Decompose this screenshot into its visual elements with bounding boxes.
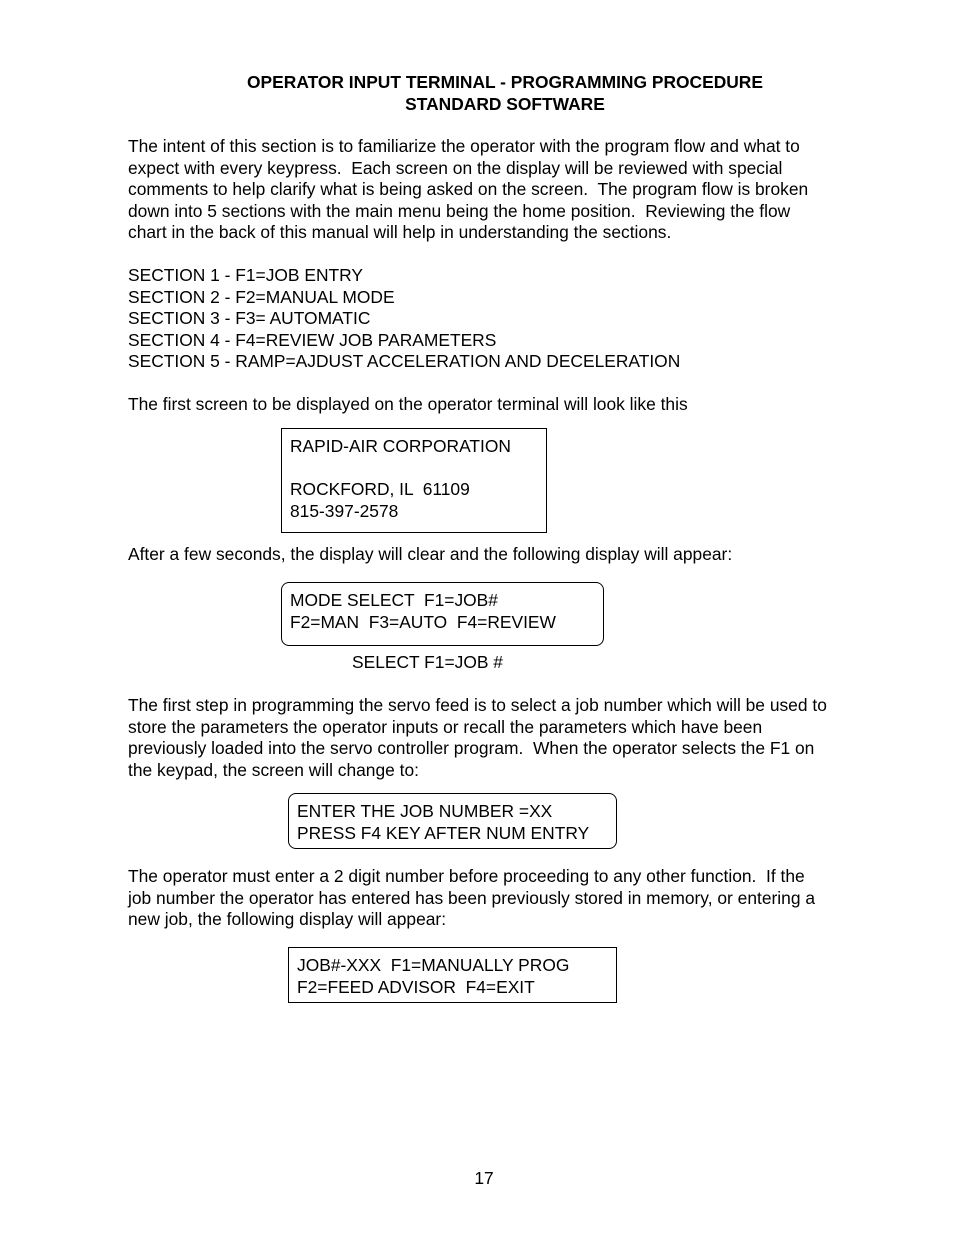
paragraph-line: expect with every keypress. Each screen on the display will be reviewed with special	[128, 157, 783, 178]
paragraph-line: job number the operator has entered has been previously stored in memory, or entering a	[128, 887, 815, 908]
section-list	[128, 265, 888, 373]
paragraph-line: The first step in programming the servo feed is to select a job number which will be used to	[128, 695, 827, 715]
select-caption: SELECT F1=JOB #	[352, 652, 503, 672]
paragraph-line: new job, the following display will appear:	[128, 909, 447, 929]
display-line: ROCKFORD, IL 61109	[290, 479, 470, 499]
section-item: SECTION 5 - RAMP=AJDUST ACCELERATION AND DECELERATION	[128, 351, 681, 371]
first-screen-text	[128, 394, 888, 416]
display-line: F2=MAN F3=AUTO F4=REVIEW	[290, 611, 556, 632]
after-seconds-text	[128, 544, 888, 566]
display-line: 815-397-2578	[290, 500, 399, 521]
display-line: RAPID-AIR CORPORATION	[290, 436, 511, 456]
display-job-menu-box	[288, 947, 617, 1003]
display-line: PRESS F4 KEY AFTER NUM ENTRY	[297, 822, 590, 843]
section-item: SECTION 1 - F1=JOB ENTRY	[128, 265, 363, 285]
paragraph-line: previously loaded into the servo controller program. When the operator selects the F1 on	[128, 738, 815, 758]
paragraph-line: comments to help clarify what is being asked on the screen. The program flow is broken	[128, 179, 809, 199]
display-blank-line	[290, 458, 546, 480]
job-step-paragraph	[128, 695, 888, 781]
operator-must-paragraph	[128, 866, 888, 931]
page-subtitle: STANDARD SOFTWARE	[405, 94, 605, 114]
paragraph-line: store the parameters the operator inputs or recall the parameters which have been	[128, 716, 763, 737]
display-line: ENTER THE JOB NUMBER =XX	[297, 801, 553, 821]
paragraph-line: The intent of this section is to familiarize the operator with the program flow and what to	[128, 136, 800, 156]
display-line: MODE SELECT F1=JOB#	[290, 590, 498, 610]
display-job-number-box	[288, 793, 617, 849]
paragraph-line: chart in the back of this manual will help in understanding the sections.	[128, 222, 672, 242]
section-item: SECTION 4 - F4=REVIEW JOB PARAMETERS	[128, 329, 497, 350]
display-mode-select-box	[281, 582, 604, 646]
display-line: JOB#-XXX F1=MANUALLY PROG	[297, 955, 570, 975]
section-item: SECTION 2 - F2=MANUAL MODE	[128, 286, 395, 307]
display-company-box	[281, 428, 547, 533]
paragraph-line: The operator must enter a 2 digit number before proceeding to any other function. If the	[128, 866, 805, 886]
page-title: OPERATOR INPUT TERMINAL - PROGRAMMING PROCEDURE	[247, 72, 763, 92]
paragraph-line: the keypad, the screen will change to:	[128, 759, 419, 780]
intro-paragraph	[128, 136, 888, 244]
display-line: F2=FEED ADVISOR F4=EXIT	[297, 976, 535, 997]
page-number: 17	[474, 1168, 494, 1188]
paragraph-line: The first screen to be displayed on the operator terminal will look like this	[128, 394, 688, 414]
paragraph-line: down into 5 sections with the main menu being the home position. Reviewing the flow	[128, 200, 791, 221]
paragraph-line: After a few seconds, the display will clear and the following display will appear:	[128, 544, 733, 564]
section-item: SECTION 3 - F3= AUTOMATIC	[128, 308, 371, 328]
